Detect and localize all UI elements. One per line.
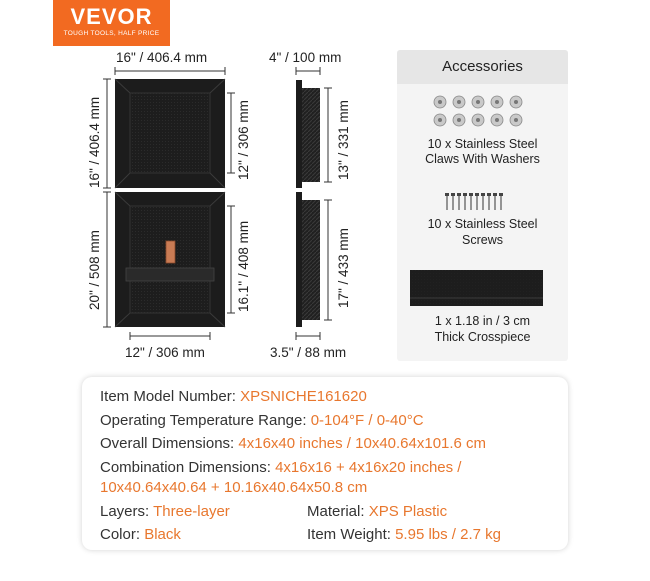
spec-model: [100, 388, 367, 405]
spec-model-value: XPSNICHE161620: [240, 388, 367, 405]
bottom-niche-front: [115, 192, 225, 327]
dim-depth-top: 4" / 100 mm: [269, 50, 342, 65]
spec-model-label: Item Model Number:: [100, 388, 236, 405]
crosspiece-line2: Thick Crosspiece: [434, 330, 531, 344]
spec-temp-value: 0-104°F / 0-40°C: [310, 412, 424, 429]
claws-line2: Claws With Washers: [425, 152, 540, 166]
spec-weight: [307, 526, 501, 543]
spec-color-value: Black: [144, 526, 181, 543]
crosspiece-image: [410, 270, 543, 306]
spec-layers: [100, 503, 230, 520]
dim-bottom-height: 20" / 508 mm: [87, 230, 102, 310]
valve-fitting: [166, 241, 175, 263]
spec-temp-label: Operating Temperature Range:: [100, 412, 307, 429]
spec-combo-label: Combination Dimensions:: [100, 459, 271, 476]
screws-line2: Screws: [462, 233, 503, 247]
spec-material-value: XPS Plastic: [368, 503, 448, 520]
dim-top-width: 16" / 406.4 mm: [116, 50, 208, 65]
dim-bottom-inner-width: 12" / 306 mm: [125, 345, 205, 360]
top-niche-front: [115, 79, 225, 188]
claws-line1: 10 x Stainless Steel: [427, 137, 538, 151]
spec-weight-value: 5.95 lbs / 2.7 kg: [395, 526, 501, 543]
screws-line1: 10 x Stainless Steel: [427, 217, 538, 231]
dim-side-bottom-height: 17" / 433 mm: [336, 228, 351, 308]
claws-washers-image: [434, 96, 522, 126]
logo-brand: VEVOR: [70, 4, 153, 29]
spec-material-label: Material:: [307, 503, 365, 520]
spec-overall-label: Overall Dimensions:: [100, 435, 235, 452]
dim-side-top-height: 13" / 331 mm: [336, 100, 351, 180]
dim-top-height: 16" / 406.4 mm: [87, 96, 102, 188]
crosspiece-line1: 1 x 1.18 in / 3 cm: [434, 314, 531, 328]
spec-layers-value: Three-layer: [153, 503, 230, 520]
spec-combination: [100, 459, 461, 476]
spec-layers-label: Layers:: [100, 503, 150, 520]
spec-color-label: Color:: [100, 526, 141, 543]
spec-temperature: [100, 412, 424, 429]
dim-top-inner-height: 12" / 306 mm: [236, 100, 251, 180]
bottom-niche-side: [296, 192, 320, 327]
spec-overall: [100, 435, 486, 452]
logo-tagline: TOUGH TOOLS, HALF PRICE: [63, 30, 160, 37]
dim-depth-bottom: 3.5" / 88 mm: [270, 345, 347, 360]
top-niche-side: [296, 80, 320, 188]
accessories-title: Accessories: [397, 50, 568, 84]
spec-material: [307, 503, 447, 520]
spec-weight-label: Item Weight:: [307, 526, 391, 543]
spec-overall-value: 4x16x40 inches / 10x40.64x101.6 cm: [238, 435, 487, 452]
screws-image: [447, 195, 501, 210]
spec-combination-cont: [100, 479, 367, 496]
spec-combo-value-2: 10x40.64x40.64 + 10.16x40.64x50.8 cm: [100, 479, 368, 496]
spec-combo-value-1: 4x16x16 + 4x16x20 inches /: [275, 459, 462, 476]
dim-bottom-inner-height: 16.1" / 408 mm: [236, 220, 251, 312]
spec-color: [100, 526, 181, 543]
